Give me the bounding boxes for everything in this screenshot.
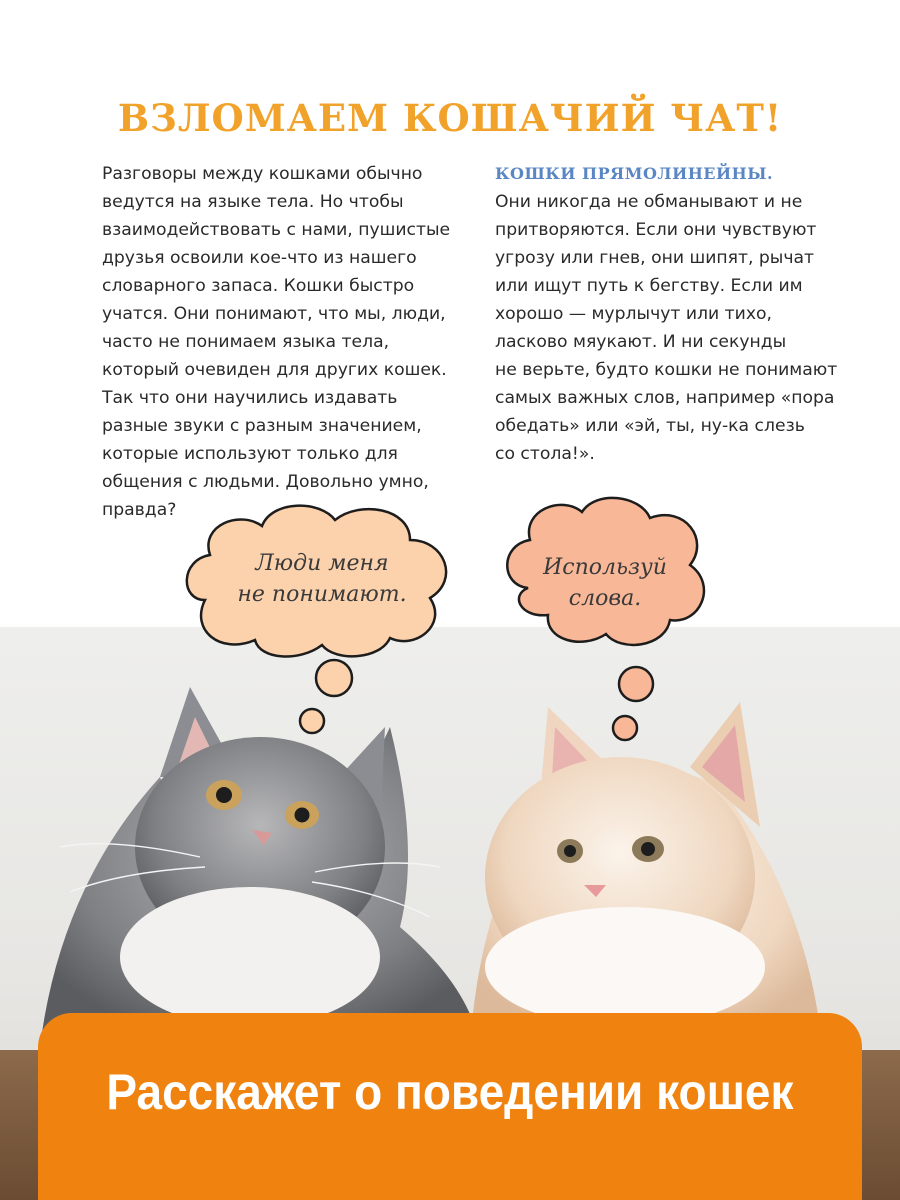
body-line: хорошо — мурлычут или тихо,	[495, 304, 772, 324]
body-line: ведутся на языке тела. Но чтобы	[102, 192, 404, 212]
body-line: не верьте, будто кошки не понимают	[495, 360, 838, 380]
body-line: взаимодействовать с нами, пушистые	[102, 220, 451, 240]
body-line: учатся. Они понимают, что мы, люди,	[102, 304, 446, 324]
body-line: Разговоры между кошками обычно	[102, 164, 423, 184]
body-line: которые используют только для	[102, 444, 398, 464]
right-thought-bubble	[507, 498, 704, 740]
body-line: самых важных слов, например «пора	[495, 388, 835, 408]
right-bubble-line-1: Используй	[543, 555, 667, 580]
body-line: друзья освоили кое-что из нашего	[102, 248, 417, 268]
body-line: угрозу или гнев, они шипят, рычат	[495, 248, 815, 268]
body-line: притворяются. Если они чувствуют	[495, 220, 817, 240]
left-bubble-line-1: Люди меня	[255, 551, 389, 576]
body-line: или ищут путь к бегству. Если им	[495, 276, 803, 296]
body-line: правда?	[102, 500, 177, 520]
body-line: разные звуки с разным значением,	[102, 416, 422, 436]
right-bubble-line-2: слова.	[568, 586, 642, 611]
page-title: ВЗЛОМАЕМ КОШАЧИЙ ЧАТ!	[117, 96, 783, 140]
body-line: Так что они научились издавать	[102, 388, 398, 408]
promo-banner	[38, 1013, 862, 1200]
body-line: общения с людьми. Довольно умно,	[102, 472, 429, 492]
body-line: ласково мяукают. И ни секунды	[495, 332, 787, 352]
left-bubble-line-2: не понимают.	[237, 582, 407, 607]
body-line: со стола!».	[495, 444, 595, 464]
body-line: словарного запаса. Кошки быстро	[102, 276, 415, 296]
body-line: Они никогда не обманывают и не	[495, 192, 803, 212]
banner-text: Расскажет о поведении кошек	[106, 1064, 794, 1120]
body-line: обедать» или «эй, ты, ну-ка слезь	[495, 416, 805, 436]
body-line: часто не понимаем языка тела,	[102, 332, 390, 352]
body-line: который очевиден для других кошек.	[102, 360, 447, 380]
section-subheading: КОШКИ ПРЯМОЛИНЕЙНЫ.	[495, 164, 774, 183]
left-thought-bubble	[187, 506, 446, 733]
